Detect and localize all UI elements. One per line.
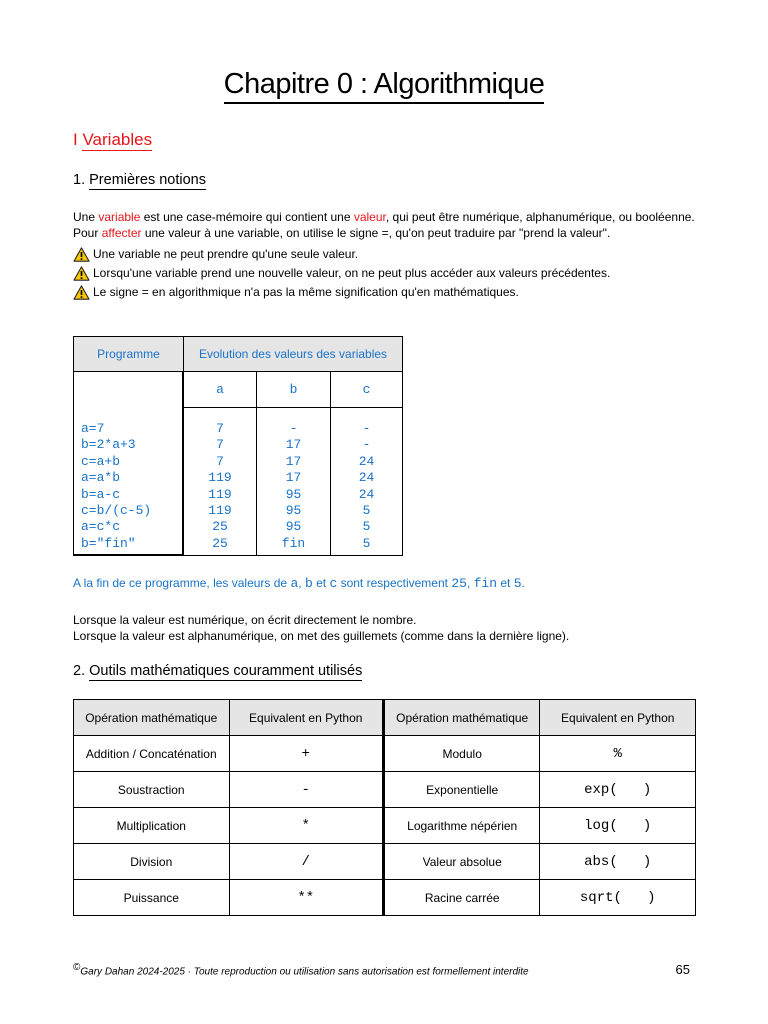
table-row	[74, 772, 696, 808]
python-cell: **	[229, 880, 383, 916]
var-b-values	[257, 408, 331, 556]
python-cell: %	[540, 736, 696, 772]
code-line: a=c*c	[81, 519, 121, 535]
operation-cell: Puissance	[74, 880, 230, 916]
column-header: Equivalent en Python	[229, 700, 383, 736]
evolution-column-header: Evolution des valeurs des variables	[184, 337, 402, 372]
subsection-heading-notions: 1. Premières notions	[73, 172, 206, 188]
warning-item: Une variable ne peut prendre qu'une seule valeur.	[73, 245, 610, 264]
operation-cell: Racine carrée	[383, 880, 540, 916]
code-line: b=2*a+3	[81, 437, 136, 453]
var-c-header: c	[331, 372, 402, 408]
value-cell: 119	[208, 486, 232, 502]
copyright-symbol: ©	[73, 962, 81, 973]
column-header: Opération mathématique	[383, 700, 540, 736]
var-a-header: a	[184, 372, 257, 408]
value-cell: 7	[216, 421, 224, 436]
operation-cell: Valeur absolue	[383, 844, 540, 880]
python-cell: +	[229, 736, 383, 772]
column-header: Equivalent en Python	[540, 700, 696, 736]
value-cell: 5	[362, 502, 371, 518]
warnings-list	[73, 245, 610, 302]
warning-icon	[73, 266, 90, 281]
value-cell: 17	[285, 470, 302, 486]
operation-cell: Division	[74, 844, 230, 880]
value-cell: 95	[285, 519, 302, 535]
operation-cell: Addition / Concaténation	[74, 736, 230, 772]
code-line: c=b/(c-5)	[81, 502, 152, 518]
code-line: a=7	[81, 421, 105, 436]
note-line: Lorsque la valeur est numérique, on écrit directement le nombre.	[73, 613, 417, 627]
intro-line-1: Une variable est une case-mémoire qui contient une valeur, qui peut être numérique, alphanumérique, ou booléenne.	[73, 210, 695, 224]
code-line: a=a*b	[81, 470, 121, 486]
code-line: c=a+b	[81, 453, 121, 469]
value-cell: 17	[285, 437, 302, 453]
program-column-header: Programme	[74, 337, 184, 372]
value-cell: 24	[358, 470, 375, 486]
value-cell: 25	[212, 535, 228, 551]
value-cell: 24	[358, 486, 375, 502]
value-cell: 119	[208, 502, 232, 518]
result-sentence: A la fin de ce programme, les valeurs de a, b et c sont respectivement 25, fin et 5.	[73, 576, 525, 591]
table-row	[74, 880, 696, 916]
subsection-heading-outils: 2. Outils mathématiques couramment utilisés	[73, 663, 363, 679]
table-row	[74, 808, 696, 844]
warning-item: Lorsqu'une variable prend une nouvelle valeur, on ne peut plus accéder aux valeurs précédentes.	[73, 264, 610, 283]
operation-cell: Exponentielle	[383, 772, 540, 808]
value-cell: 5	[362, 519, 371, 535]
warning-icon	[73, 247, 90, 262]
operation-cell: Soustraction	[74, 772, 230, 808]
value-cell: 119	[208, 470, 232, 486]
intro-paragraph	[73, 209, 695, 241]
operation-cell: Multiplication	[74, 808, 230, 844]
python-cell: exp( )	[540, 772, 696, 808]
value-cell: 5	[362, 535, 371, 551]
value-cell: 95	[285, 502, 302, 518]
warning-icon	[73, 285, 90, 300]
code-line: b="fin"	[81, 535, 136, 551]
python-cell: abs( )	[540, 844, 696, 880]
page-title: Chapitre 0 : Algorithmique	[0, 68, 768, 101]
python-cell: /	[229, 844, 383, 880]
table-row	[74, 736, 696, 772]
operation-cell: Logarithme népérien	[383, 808, 540, 844]
note-line: Lorsque la valeur est alphanumérique, on met des guillemets (comme dans la dernière ligne).	[73, 629, 570, 643]
value-cell: 7	[216, 453, 224, 469]
program-trace-table	[73, 336, 403, 556]
value-cell: 7	[216, 437, 224, 453]
python-cell: sqrt( )	[540, 880, 696, 916]
value-cell: 95	[285, 486, 302, 502]
code-line: b=a-c	[81, 486, 121, 502]
var-c-values	[331, 408, 402, 556]
python-cell: -	[229, 772, 383, 808]
value-cell: 25	[212, 519, 228, 535]
value-cell: -	[289, 421, 298, 436]
column-header: Opération mathématique	[74, 700, 230, 736]
section-heading-variables: I Variables	[73, 130, 153, 149]
value-cell: -	[362, 437, 371, 453]
intro-line-2: Pour affecter une valeur à une variable, on utilise le signe =, qu'on peut traduire par "prend la valeur".	[73, 226, 611, 240]
operations-table	[73, 699, 696, 916]
copyright-footer: ©Gary Dahan 2024-2025 · Toute reproduction ou utilisation sans autorisation est formellement interdite	[73, 962, 529, 978]
notes-paragraph	[73, 612, 569, 644]
table-header-row	[74, 700, 696, 736]
warning-item: Le signe = en algorithmique n'a pas la même signification qu'en mathématiques.	[73, 283, 610, 302]
value-cell: 24	[358, 453, 375, 469]
table-row	[74, 844, 696, 880]
page-number: 65	[675, 962, 690, 977]
program-code-column	[74, 372, 184, 556]
python-cell: *	[229, 808, 383, 844]
value-cell: -	[362, 421, 371, 436]
value-cell: 17	[285, 453, 302, 469]
operation-cell: Modulo	[383, 736, 540, 772]
value-cell: fin	[281, 535, 306, 551]
var-a-values	[184, 408, 257, 556]
python-cell: log( )	[540, 808, 696, 844]
var-b-header: b	[257, 372, 331, 408]
